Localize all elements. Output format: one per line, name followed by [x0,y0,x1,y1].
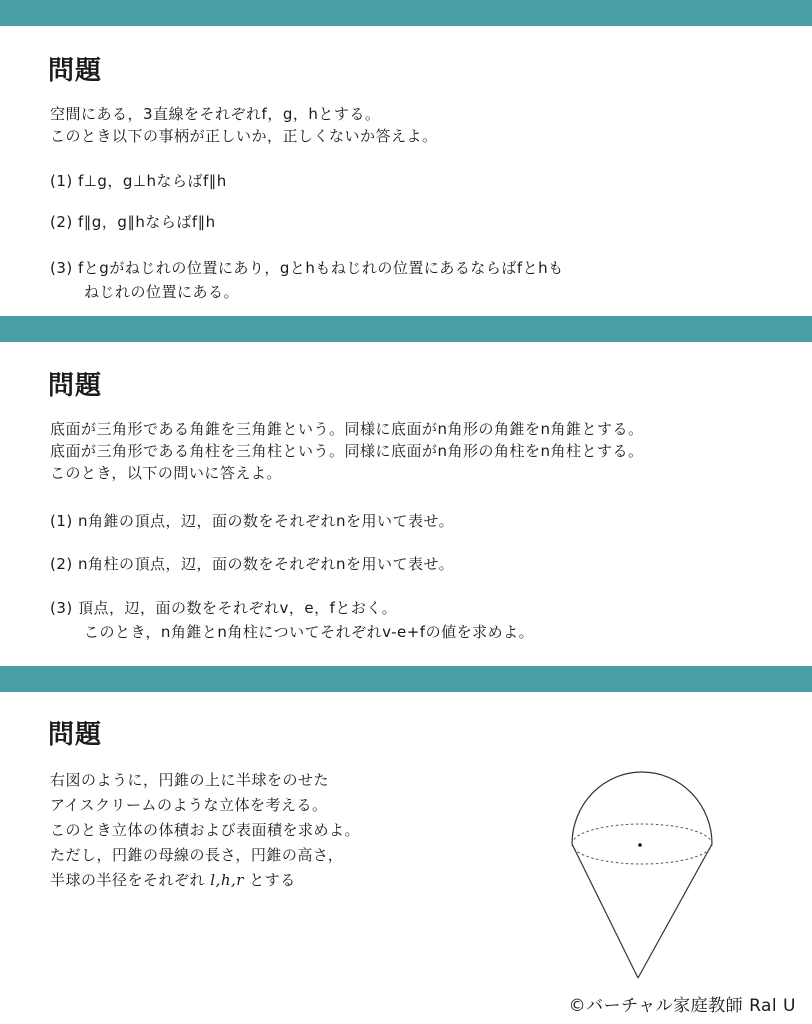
problem2-item-2: (2) n角柱の頂点，辺，面の数をそれぞれnを用いて表せ。 [50,555,455,573]
problem1-item-1: (1) f⊥g，g⊥hならばf∥h [50,172,227,190]
rim-front-dashed [572,844,712,864]
header-band-1 [0,0,812,26]
problem3-heading: 問題 [48,720,103,750]
problem2-heading: 問題 [48,371,103,401]
problem3-tail: とする [249,871,296,889]
problem3-line: アイスクリームのような立体を考える。 [50,796,328,814]
hemisphere-outline [572,772,712,844]
problem1-intro-line: 空間にある，3直線をそれぞれf，g，hとする。 [50,105,381,123]
problem2-item-3: (3) 頂点，辺，面の数をそれぞれv，e，fとおく。 [50,599,398,617]
problem1-item-3-cont: ねじれの位置にある。 [84,283,240,301]
ice-cream-cone-figure [560,770,730,985]
center-point [638,843,642,847]
problem2-intro-line: 底面が三角形である角柱を三角柱という。同様に底面がn角形の角柱をn角柱とする。 [50,442,644,460]
rim-back-dashed [572,824,712,844]
problem3-line: 半球の半径をそれぞれ [50,871,206,889]
cone-right-side [638,844,712,978]
header-band-2 [0,316,812,342]
problem3-variables: l,h,r [210,871,244,889]
problem1-intro [50,103,438,147]
problem2-intro-line: 底面が三角形である角錐を三角錐という。同様に底面がn角形の角錐をn角錐とする。 [50,420,644,438]
problem2-intro [50,418,644,484]
problem2-item-3-cont: このとき，n角錐とn角柱についてそれぞれv-e+fの値を求めよ。 [84,623,535,641]
problem3-line: 右図のように，円錐の上に半球をのせた [50,771,330,789]
problem2-intro-line: このとき，以下の問いに答えよ。 [50,464,282,482]
problem1-intro-line: このとき以下の事柄が正しいか，正しくないか答えよ。 [50,127,438,145]
problem3-line: このとき立体の体積および表面積を求めよ。 [50,821,361,839]
problem3-line: ただし，円錐の母線の長さ，円錐の高さ， [50,846,344,864]
problem1-item-3: (3) fとgがねじれの位置にあり，gとhもねじれの位置にあるならばfとhも [50,259,564,277]
header-band-3 [0,666,812,692]
problem2-item-1: (1) n角錐の頂点，辺，面の数をそれぞれnを用いて表せ。 [50,512,455,530]
problem3-line-last [50,868,360,893]
problem1-item-2: (2) f∥g，g∥hならばf∥h [50,213,216,231]
copyright-credit: ©バーチャル家庭教師 Ral U [568,996,796,1016]
problem1-heading: 問題 [48,56,103,86]
problem3-text [50,768,360,893]
